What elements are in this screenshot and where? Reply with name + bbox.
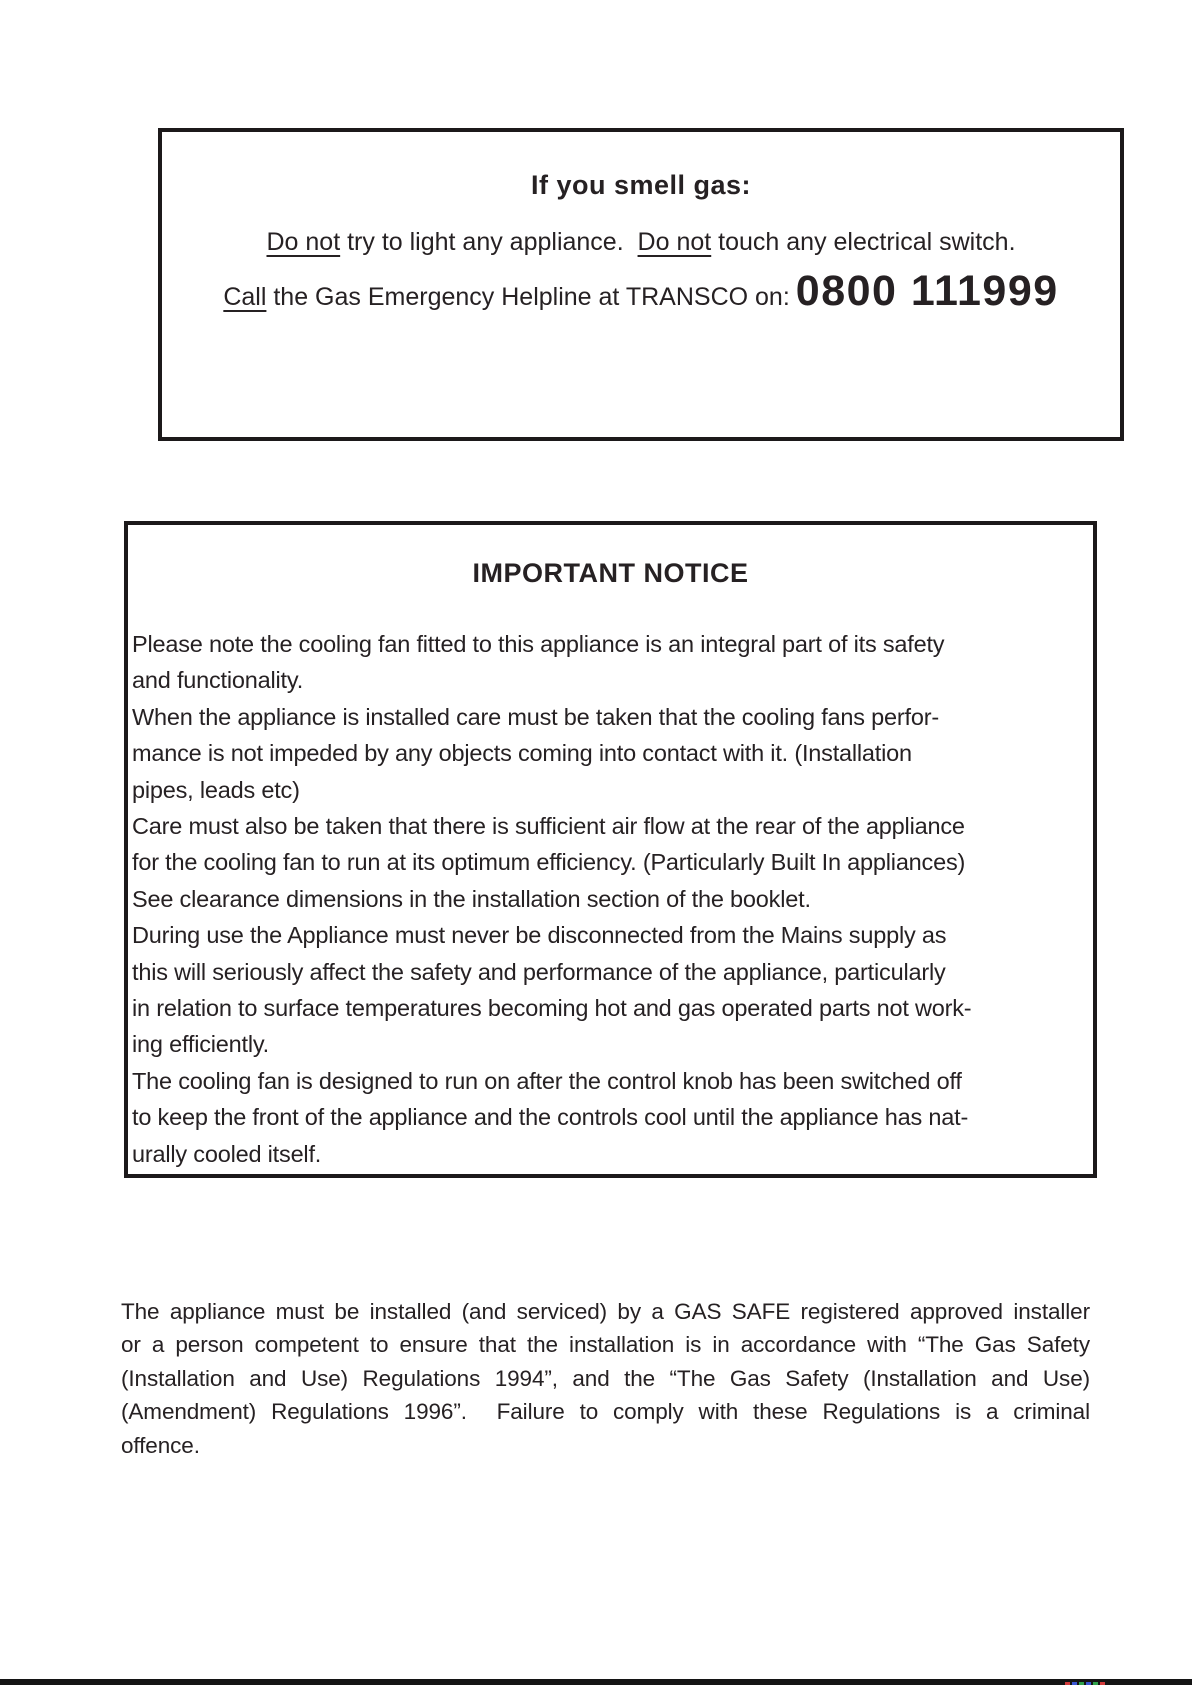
gas-warning-instructions (162, 228, 1120, 257)
paragraph-line: The appliance must be installed (and serviced) by a GAS SAFE registered approved installer (121, 1299, 1090, 1324)
important-notice-box (124, 521, 1097, 1178)
notice-line: When the appliance is installed care must be taken that the cooling fans perfor- (132, 703, 939, 730)
call-underlined: Call (223, 283, 267, 311)
notice-line: The cooling fan is designed to run on after the control knob has been switched off (132, 1067, 962, 1094)
instruction-text-2: touch any electrical switch. (711, 228, 1016, 256)
notice-line: ing efficiently. (132, 1031, 270, 1058)
notice-line: urally cooled itself. (132, 1140, 322, 1167)
paragraph-line: or a person competent to ensure that the installation is in accordance with “The Gas Safety (121, 1332, 1090, 1358)
paragraph-line: (Installation and Use) Regulations 1994”, and the “The Gas Safety (Installation and Use) (121, 1365, 1090, 1391)
do-not-underlined-2: Do not (637, 228, 712, 256)
notice-line: and functionality. (132, 667, 304, 694)
page-bottom-rule (0, 1679, 1192, 1685)
paragraph-line: (Amendment) Regulations 1996”. Failure to comply with these Regulations is a criminal (121, 1399, 1090, 1425)
notice-line: mance is not impeded by any objects coming into contact with it. (Installation (132, 740, 912, 767)
gas-warning-box (158, 128, 1124, 441)
notice-line: Care must also be taken that there is sufficient air flow at the rear of the appliance (132, 813, 965, 840)
notice-line: this will seriously affect the safety and performance of the appliance, particularly (132, 958, 946, 985)
notice-line: See clearance dimensions in the installation section of the booklet. (132, 885, 811, 912)
helpline-phone-number: 0800 111999 (795, 267, 1059, 315)
notice-line: to keep the front of the appliance and the controls cool until the appliance has nat- (132, 1104, 969, 1131)
gas-warning-title: If you smell gas: (530, 170, 752, 200)
important-notice-title: IMPORTANT NOTICE (472, 558, 749, 588)
gas-helpline-line (162, 267, 1120, 316)
installer-regulations-paragraph (121, 1295, 1090, 1462)
do-not-underlined-1: Do not (266, 228, 341, 256)
helpline-text: the Gas Emergency Helpline at TRANSCO on: (266, 283, 790, 311)
paragraph-line: offence. (121, 1432, 200, 1458)
notice-line: for the cooling fan to run at its optimum efficiency. (Particularly Built In appliances) (132, 849, 966, 876)
instruction-text-1: try to light any appliance. (340, 228, 638, 256)
notice-line: in relation to surface temperatures becoming hot and gas operated parts not work- (132, 995, 972, 1022)
notice-line: Please note the cooling fan fitted to this appliance is an integral part of its safety (132, 631, 945, 657)
notice-line: pipes, leads etc) (132, 776, 300, 803)
important-notice-body (132, 626, 1089, 1172)
notice-line: During use the Appliance must never be disconnected from the Mains supply as (132, 922, 947, 949)
